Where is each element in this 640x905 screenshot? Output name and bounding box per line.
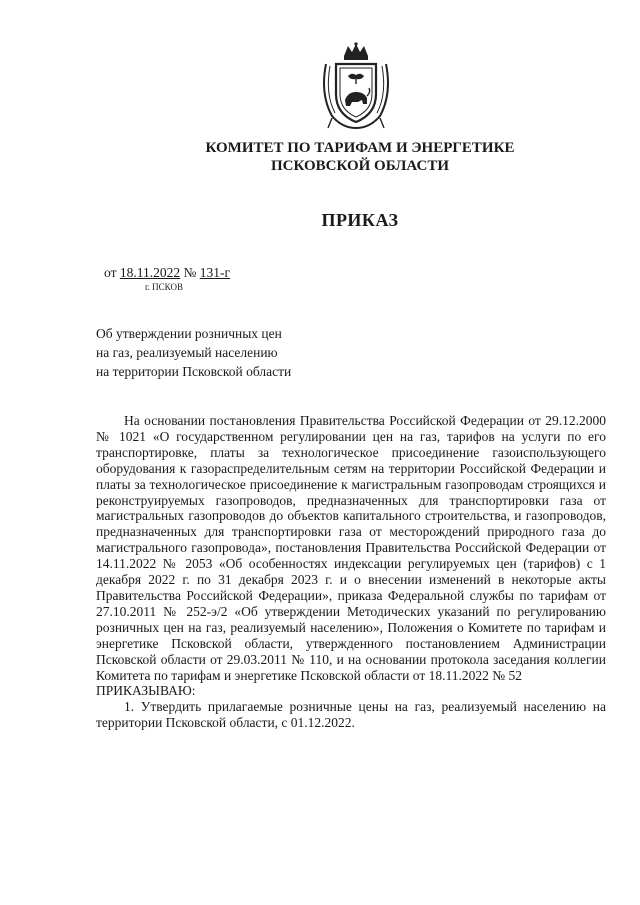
document-date: 18.11.2022 <box>119 265 181 280</box>
document-subject <box>96 324 356 381</box>
document-body <box>96 413 606 731</box>
organization-name <box>150 139 570 175</box>
subject-line3: на территории Псковской области <box>96 364 292 379</box>
document-type-title: ПРИКАЗ <box>321 210 399 230</box>
preamble-paragraph: На основании постановления Правительства Российской Федерации от 29.12.2000 № 1021 «О государственном регулировании цен на газ, тарифов на услуги по его транспортировке, платы за технологическое присоединение газоиспользующего оборудования к газораспределительным сетям на территории Российской Федерации и платы за технологическое присоединение к магистральным газопроводам строящихся и реконструируемых газопроводов, предназначенных для транспортировки газа от магистральных газопроводов до объектов капитального строительства, и газопроводов, предназначенных для транспортировки газа от месторождений природного газа до магистрального газопровода», постановления Правительства Российской Федерации от 14.11.2022 № 2053 «Об особенностях индексации регулируемых цен (тарифов) с 1 декабря 2022 г. по 31 декабря 2023 г. и о внесении изменений в некоторые акты Правительства Российской Федерации», приказа Федеральной службы по тарифам от 27.10.2011 № 252-э/2 «Об утверждении Методических указаний по регулированию розничных цен на газ, реализуемый населению», Положения о Комитете по тарифам и энергетике Псковской области, утвержденного постановлением Администрации Псковской области от 29.03.2011 № 110, и на основании протокола заседания коллегии Комитета по тарифам и энергетике Псковской области от 18.11.2022 № 52 <box>96 413 606 683</box>
order-item-1: 1. Утвердить прилагаемые розничные цены на газ, реализуемый населению на территории Псковской области, с 01.12.2022. <box>96 699 606 731</box>
subject-line2: на газ, реализуемый населению <box>96 345 278 360</box>
number-prefix: № <box>183 265 197 280</box>
organization-name-line1: КОМИТЕТ ПО ТАРИФАМ И ЭНЕРГЕТИКЕ <box>205 140 515 156</box>
document-number: 131-г <box>199 265 231 280</box>
document-date-number <box>104 265 230 281</box>
date-prefix: от <box>104 265 117 280</box>
subject-line1: Об утверждении розничных цен <box>96 326 282 341</box>
coat-of-arms-icon <box>318 42 394 130</box>
document-city: г. ПСКОВ <box>145 282 183 292</box>
order-keyword: ПРИКАЗЫВАЮ: <box>96 683 196 699</box>
organization-name-line2: ПСКОВСКОЙ ОБЛАСТИ <box>270 158 450 174</box>
